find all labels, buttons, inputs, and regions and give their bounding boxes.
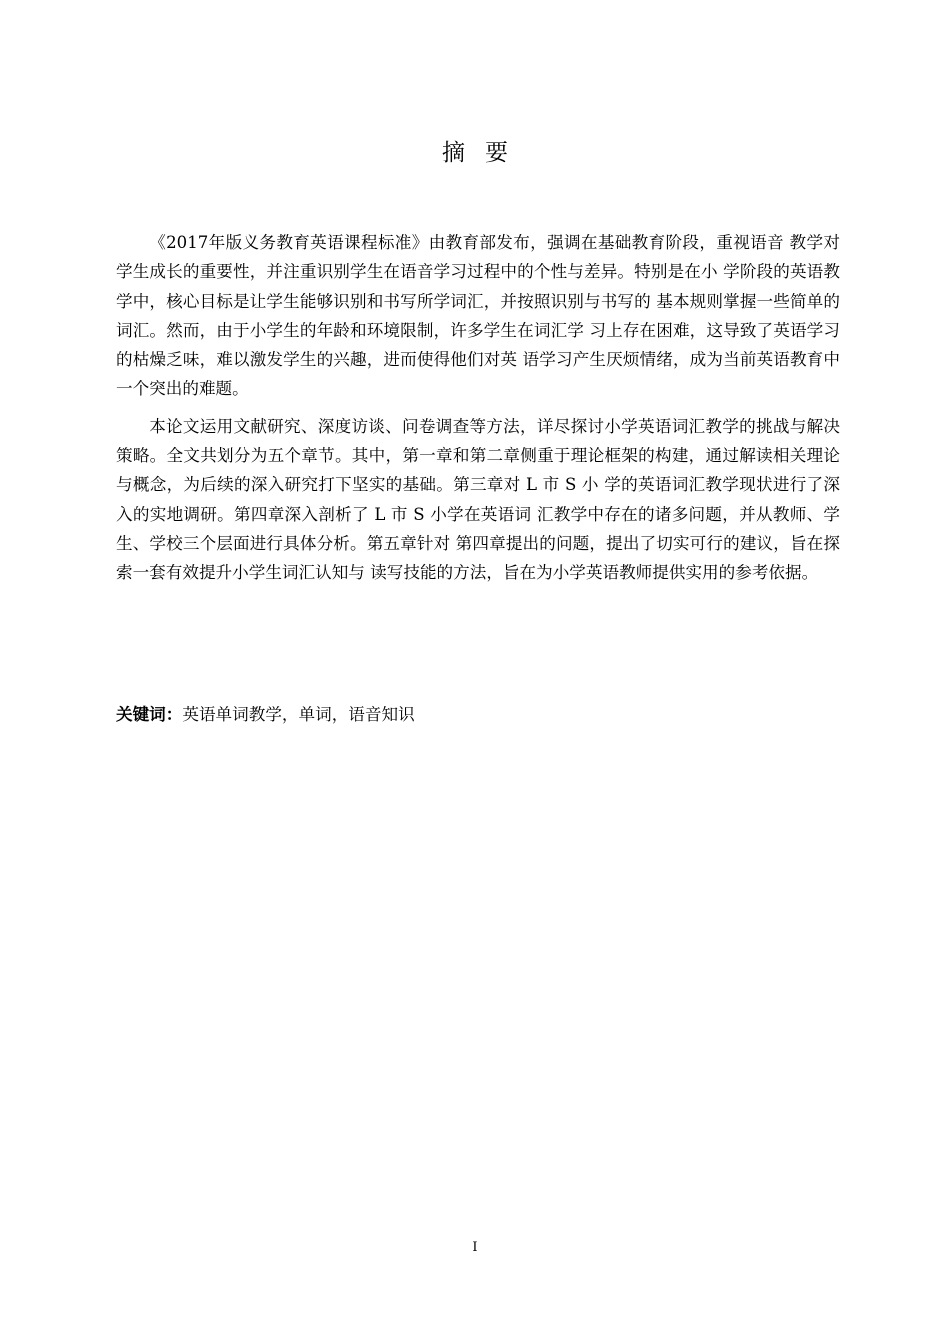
keywords-text: 英语单词教学，单词，语音知识 <box>182 705 415 724</box>
keywords-line <box>116 700 840 729</box>
keywords-label: 关键词： <box>116 705 183 724</box>
abstract-paragraph-2: 本论文运用文献研究、深度访谈、问卷调查等方法，详尽探讨小学英语词汇教学的挑战与解决策略。全文共划分为五个章节。其中，第一章和第二章侧重于理论框架的构建，通过解读相关理论与概念，为后续的深入研究打下坚实的基础。第三章对 L 市 S 小 学的英语词汇教学现状进行了深入的实地调研。第四章深入剖析了 L 市 S 小学在英语词 汇教学中存在的诸多问题，并从教师、学生、学校三个层面进行具体分析。第五章针对 第四章提出的问题，提出了切实可行的建议，旨在探索一套有效提升小学生词汇认知与 读写技能的方法，旨在为小学英语教师提供实用的参考依据。 <box>116 416 840 583</box>
abstract-body <box>116 228 840 596</box>
abstract-title: 摘要 <box>442 140 528 166</box>
page-number: I <box>472 1240 478 1255</box>
abstract-paragraph-1: 《2017年版义务教育英语课程标准》由教育部发布，强调在基础教育阶段，重视语音 教学对学生成长的重要性，并注重识别学生在语音学习过程中的个性与差异。特别是在小 学阶段的英语教学中，核心目标是让学生能够识别和书写所学词汇，并按照识别与书写的 基本规则掌握一些简单的词汇。然而，由于小学生的年龄和环境限制，许多学生在词汇学 习上存在困难，这导致了英语学习的枯燥乏味，难以激发学生的兴趣，进而使得他们对英 语学习产生厌烦情绪，成为当前英语教育中一个突出的难题。 <box>116 233 840 399</box>
